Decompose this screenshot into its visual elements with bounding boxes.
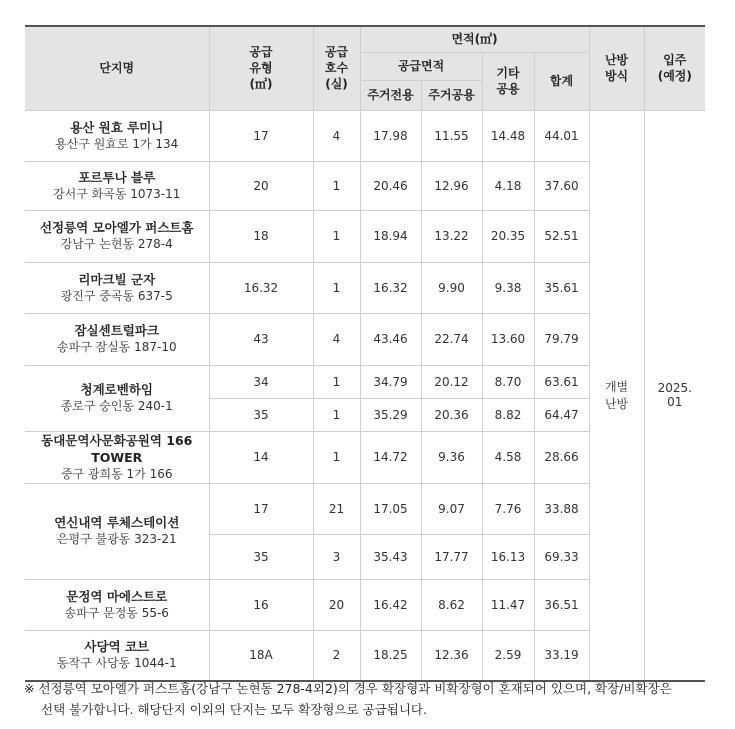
unit-count-cell: 1 [313, 398, 360, 431]
residential-common-cell: 8.62 [421, 579, 482, 630]
header-supply-type: 공급 유형 (㎡) [209, 26, 313, 110]
complex-name: 포르투나 블루 [78, 169, 156, 185]
complex-name: 동대문역사문화공원역 166 TOWER [41, 432, 193, 465]
complex-cell [25, 161, 209, 210]
total-area-cell: 63.61 [534, 365, 589, 398]
residential-exclusive-cell: 35.43 [360, 534, 421, 579]
residential-exclusive-cell: 14.72 [360, 431, 421, 483]
header-complex: 단지명 [25, 26, 209, 110]
unit-count-cell: 1 [313, 365, 360, 398]
complex-name: 청계로벤하임 [80, 382, 153, 397]
complex-cell [25, 210, 209, 262]
supply-type-cell: 18A [209, 630, 313, 681]
supply-type-cell: 17 [209, 110, 313, 161]
other-common-cell: 11.47 [482, 579, 534, 630]
residential-common-cell: 11.55 [421, 110, 482, 161]
unit-count-cell: 21 [313, 483, 360, 534]
unit-count-cell: 4 [313, 313, 360, 365]
complex-address: 강서구 화곡동 1073-11 [53, 186, 181, 201]
other-common-cell: 8.82 [482, 398, 534, 431]
supply-type-cell: 43 [209, 313, 313, 365]
supply-type-cell: 34 [209, 365, 313, 398]
supply-type-cell: 35 [209, 534, 313, 579]
header-residential-exclusive: 주거전용 [360, 80, 421, 110]
total-area-cell: 36.51 [534, 579, 589, 630]
complex-name: 연신내역 루체스테이션 [54, 515, 180, 530]
other-common-cell: 20.35 [482, 210, 534, 262]
total-area-cell: 79.79 [534, 313, 589, 365]
header-supply-area: 공급면적 [360, 52, 482, 80]
unit-count-cell: 4 [313, 110, 360, 161]
supply-table-container [25, 25, 705, 682]
unit-count-cell: 2 [313, 630, 360, 681]
other-common-cell: 13.60 [482, 313, 534, 365]
complex-cell [25, 313, 209, 365]
complex-name: 리마크빌 군자 [78, 271, 156, 287]
residential-exclusive-cell: 16.42 [360, 579, 421, 630]
total-area-cell: 28.66 [534, 431, 589, 483]
residential-common-cell: 9.90 [421, 262, 482, 313]
table-header [25, 26, 705, 110]
residential-exclusive-cell: 35.29 [360, 398, 421, 431]
complex-name: 문정역 마에스트로 [66, 588, 168, 604]
total-area-cell: 69.33 [534, 534, 589, 579]
complex-address: 송파구 잠실동 187-10 [56, 340, 177, 354]
other-common-cell: 9.38 [482, 262, 534, 313]
residential-common-cell: 22.74 [421, 313, 482, 365]
table-body [25, 110, 705, 681]
other-common-cell: 2.59 [482, 630, 534, 681]
header-total: 합계 [534, 52, 589, 110]
total-area-cell: 33.19 [534, 630, 589, 681]
complex-cell [25, 365, 209, 431]
complex-cell [25, 579, 209, 630]
table-row [25, 110, 705, 161]
residential-exclusive-cell: 17.98 [360, 110, 421, 161]
other-common-cell: 16.13 [482, 534, 534, 579]
other-common-cell: 4.58 [482, 431, 534, 483]
heating-cell: 개별 난방 [589, 110, 644, 681]
residential-common-cell: 17.77 [421, 534, 482, 579]
footnote-line-1: ※ 선정릉역 모아엘가 퍼스트홈(강남구 논현동 278-4외2)의 경우 확장형과 비확장형이 혼재되어 있으며, 확장/비확장은 [24, 681, 672, 696]
unit-count-cell: 1 [313, 210, 360, 262]
complex-address: 종로구 숭인동 240-1 [60, 399, 173, 413]
footnote-line-2: 선택 불가합니다. 해당단지 이외의 단지는 모두 확장형으로 공급됩니다. [41, 702, 427, 717]
complex-cell [25, 110, 209, 161]
other-common-cell: 14.48 [482, 110, 534, 161]
residential-common-cell: 9.36 [421, 431, 482, 483]
residential-exclusive-cell: 34.79 [360, 365, 421, 398]
total-area-cell: 64.47 [534, 398, 589, 431]
complex-name: 사당역 코브 [84, 639, 150, 655]
total-area-cell: 44.01 [534, 110, 589, 161]
complex-address: 용산구 원효로 1가 134 [55, 136, 179, 151]
supply-type-cell: 14 [209, 431, 313, 483]
total-area-cell: 37.60 [534, 161, 589, 210]
unit-count-cell: 1 [313, 431, 360, 483]
complex-address: 동작구 사당동 1044-1 [56, 656, 177, 671]
complex-cell [25, 483, 209, 579]
complex-cell [25, 431, 209, 483]
unit-count-cell: 1 [313, 262, 360, 313]
complex-address: 광진구 중곡동 637-5 [60, 288, 173, 303]
residential-exclusive-cell: 43.46 [360, 313, 421, 365]
header-heating: 난방 방식 [589, 26, 644, 110]
other-common-cell: 7.76 [482, 483, 534, 534]
residential-common-cell: 20.12 [421, 365, 482, 398]
complex-cell [25, 630, 209, 681]
header-residential-common: 주거공용 [421, 80, 482, 110]
other-common-cell: 4.18 [482, 161, 534, 210]
supply-type-cell: 16.32 [209, 262, 313, 313]
supply-type-cell: 35 [209, 398, 313, 431]
header-area: 면적(㎡) [360, 26, 589, 52]
header-move-in: 입주 (예정) [644, 26, 705, 110]
unit-count-cell: 1 [313, 161, 360, 210]
residential-common-cell: 12.36 [421, 630, 482, 681]
complex-address: 송파구 문정동 55-6 [64, 605, 169, 620]
supply-table [25, 25, 705, 682]
total-area-cell: 33.88 [534, 483, 589, 534]
residential-exclusive-cell: 16.32 [360, 262, 421, 313]
header-other-common: 기타 공용 [482, 52, 534, 110]
residential-exclusive-cell: 17.05 [360, 483, 421, 534]
complex-name: 선정릉역 모아엘가 퍼스트홈 [39, 220, 194, 235]
complex-cell [25, 262, 209, 313]
complex-address: 은평구 불광동 323-21 [56, 532, 177, 546]
total-area-cell: 52.51 [534, 210, 589, 262]
residential-common-cell: 20.36 [421, 398, 482, 431]
complex-address: 강남구 논현동 278-4 [60, 237, 173, 251]
residential-common-cell: 12.96 [421, 161, 482, 210]
residential-exclusive-cell: 18.25 [360, 630, 421, 681]
move-in-cell: 2025. 01 [644, 110, 705, 681]
total-area-cell: 35.61 [534, 262, 589, 313]
footnote [24, 678, 714, 720]
residential-exclusive-cell: 18.94 [360, 210, 421, 262]
complex-name: 용산 원효 루미니 [70, 119, 164, 135]
unit-count-cell: 3 [313, 534, 360, 579]
residential-common-cell: 13.22 [421, 210, 482, 262]
residential-exclusive-cell: 20.46 [360, 161, 421, 210]
supply-type-cell: 18 [209, 210, 313, 262]
complex-address: 중구 광희동 1가 166 [60, 466, 173, 481]
other-common-cell: 8.70 [482, 365, 534, 398]
supply-type-cell: 20 [209, 161, 313, 210]
header-units: 공급 호수 (실) [313, 26, 360, 110]
complex-name: 잠실센트럴파크 [74, 323, 160, 338]
unit-count-cell: 20 [313, 579, 360, 630]
supply-type-cell: 17 [209, 483, 313, 534]
supply-type-cell: 16 [209, 579, 313, 630]
residential-common-cell: 9.07 [421, 483, 482, 534]
